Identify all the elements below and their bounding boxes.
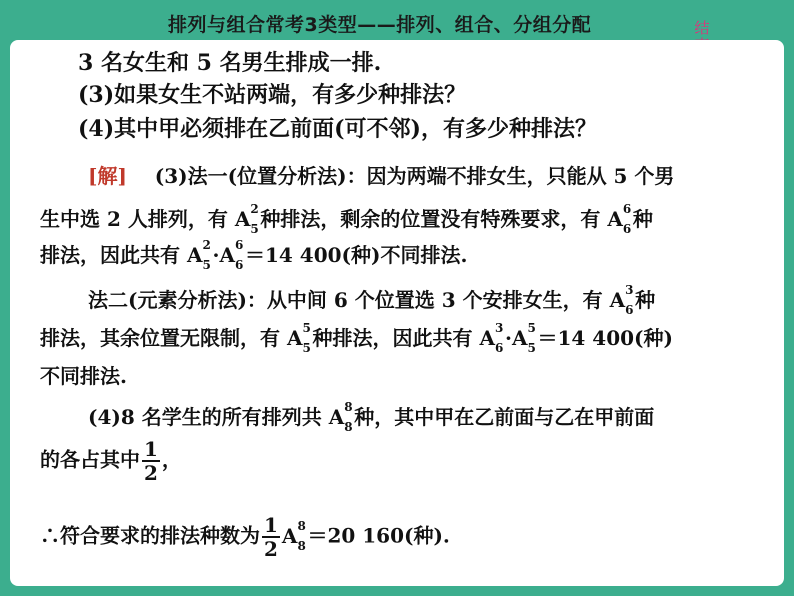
text: A (286, 326, 303, 350)
text: ＝14 400(种) (537, 326, 673, 350)
text: 生中选 2 人排列，有 (40, 207, 235, 231)
text: 种排法，剩余的位置没有特殊要求，有 (260, 207, 608, 231)
text: 种 (635, 288, 656, 312)
text: 排法，因此共有 (40, 243, 187, 267)
permutation-symbol (219, 238, 244, 272)
subscript: 5 (527, 341, 536, 355)
text: · (212, 243, 220, 267)
fraction-numerator: 1 (144, 437, 158, 461)
solution-line (40, 514, 450, 560)
text: A (328, 405, 345, 429)
subscript: 5 (250, 222, 259, 236)
solution-line (40, 238, 468, 272)
solution-line (88, 400, 655, 434)
subscript: 8 (344, 420, 353, 434)
text: A (479, 326, 495, 350)
subscript: 6 (625, 303, 634, 317)
text: 的各占其中 (40, 447, 140, 472)
text: A (219, 243, 235, 267)
subscript: 6 (495, 341, 504, 355)
text: ∴符合要求的排法种数为 (40, 523, 260, 548)
text: ＝14 400(种)不同排法. (245, 243, 468, 267)
end-button[interactable]: 结 (694, 19, 710, 37)
problem-text-line: 3 名女生和 5 名男生排成一排. (78, 50, 382, 76)
superscript: 3 (625, 283, 634, 297)
text: (4)8 名学生的所有排列共 (88, 405, 329, 429)
text: 种，其中甲在乙前面与乙在甲前面 (354, 405, 655, 429)
permutation-symbol (609, 283, 634, 317)
superscript: 6 (622, 202, 632, 216)
content-panel (10, 40, 784, 586)
text: A (511, 326, 528, 350)
question-4: (4)其中甲必须排在乙前面(可不邻)，有多少种排法？ (78, 116, 597, 142)
permutation-symbol (234, 202, 259, 236)
solution-line (88, 283, 656, 317)
superscript: 5 (302, 321, 311, 335)
solution-line (40, 202, 653, 236)
solution-line: 不同排法. (40, 364, 127, 388)
subscript: 5 (202, 258, 211, 272)
superscript: 6 (235, 238, 244, 252)
text: A (186, 243, 203, 267)
text: A (281, 523, 298, 548)
fraction (142, 438, 160, 484)
permutation-symbol (286, 321, 311, 355)
permutation-symbol (607, 202, 632, 236)
text: 种排法，因此共有 (312, 326, 480, 350)
superscript: 8 (344, 400, 353, 414)
text: A (234, 207, 251, 231)
text: · (505, 326, 512, 350)
solution-line (88, 160, 674, 189)
superscript: 5 (527, 321, 536, 335)
text: A (607, 207, 623, 231)
permutation-symbol (479, 321, 504, 355)
superscript: 3 (495, 321, 504, 335)
question-3: (3)如果女生不站两端，有多少种排法？ (78, 82, 467, 108)
subscript: 6 (235, 258, 244, 272)
text: ， (161, 447, 182, 472)
fraction-numerator: 1 (264, 513, 278, 537)
superscript: 8 (297, 518, 306, 533)
superscript: 2 (202, 238, 211, 252)
text: ＝20 160(种). (307, 523, 450, 548)
subscript: 6 (622, 222, 632, 236)
solution-tag: [解] (88, 164, 127, 188)
solution-line (40, 321, 673, 355)
permutation-symbol (186, 238, 211, 272)
fraction (262, 514, 280, 560)
subscript: 8 (297, 538, 306, 553)
superscript: 2 (250, 202, 259, 216)
permutation-symbol (328, 400, 353, 434)
text: 法二(元素分析法)：从中间 6 个位置选 3 个安排女生，有 (88, 288, 610, 312)
permutation-symbol (281, 518, 306, 553)
text: 种 (632, 207, 653, 231)
fraction-denominator: 2 (144, 461, 158, 485)
page-title: 排列与组合常考3类型——排列、组合、分组分配 (168, 14, 592, 36)
solution-line (40, 438, 182, 484)
permutation-symbol (511, 321, 536, 355)
text: 排法，其余位置无限制，有 (40, 326, 287, 350)
subscript: 5 (302, 341, 311, 355)
text: (3)法一(位置分析法)：因为两端不排女生，只能从 5 个男 (154, 164, 675, 188)
text: A (609, 288, 626, 312)
fraction-denominator: 2 (264, 537, 278, 561)
